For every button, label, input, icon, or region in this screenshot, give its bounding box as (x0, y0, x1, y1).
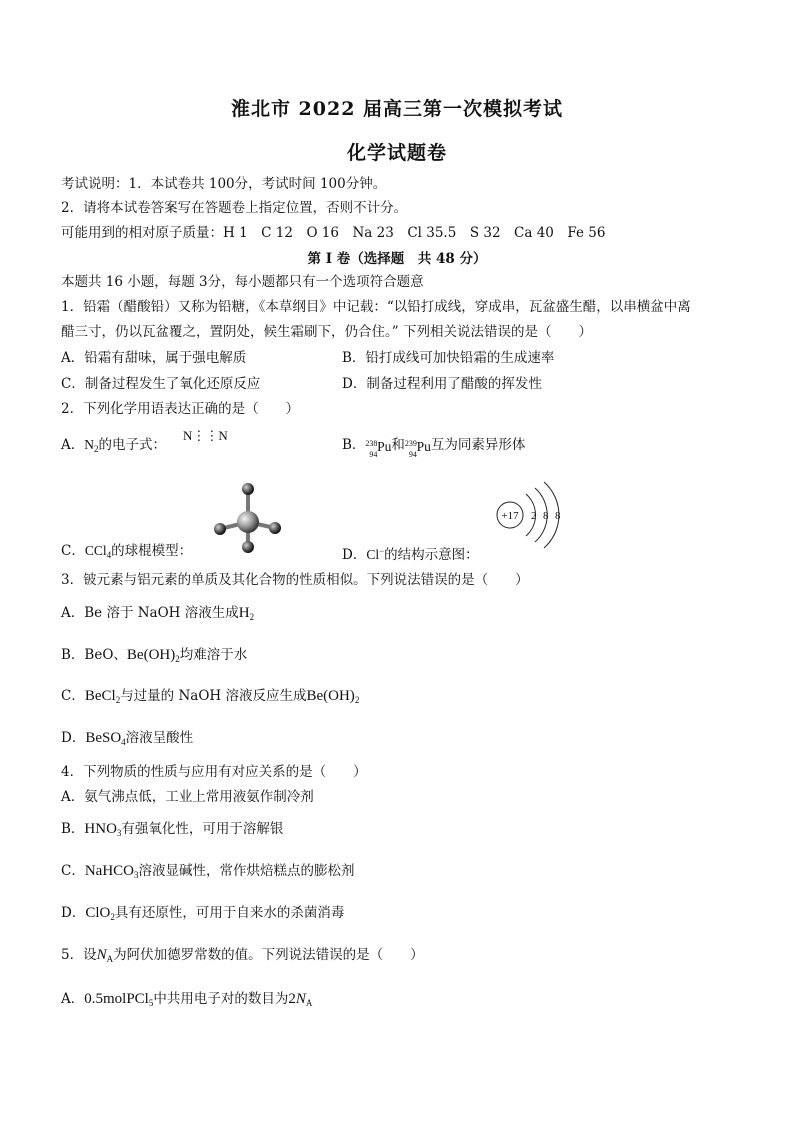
q2-option-a (61, 436, 166, 458)
q3-option-d (61, 729, 193, 751)
instruction-line-1: 考试说明：1．本试卷共 100分，考试时间 100分钟。 (61, 176, 387, 192)
q2-a-subscript: 2 (94, 444, 99, 454)
q3-d-text: 溶液呈酸性 (125, 730, 194, 746)
q2-option-d (342, 542, 479, 564)
ccl4-ball-and-stick-model (203, 480, 293, 556)
q3-c-label: C． (61, 688, 85, 704)
q5-option-a (61, 990, 312, 1012)
q2-stem: 2．下列化学用语表达正确的是（ ） (61, 401, 300, 417)
q2-c-formula: CCl (84, 543, 107, 558)
q1-option-c: C．制备过程发生了氧化还原反应 (61, 376, 261, 392)
q3-d-subscript: 4 (121, 737, 126, 747)
q2-b-and: 和 (391, 437, 405, 453)
q2-option-c (61, 542, 192, 564)
q1-option-b: B．铅打成线可加快铅霜的生成速率 (342, 350, 555, 366)
q4-d-label: D． (61, 905, 86, 921)
q5-a-avogadro-symbol: N (295, 991, 306, 1007)
q5-a-text: 中共用电子对的数目为 (153, 991, 289, 1007)
q4-option-c (61, 862, 355, 884)
section-note: 本题共 16 小题，每题 3分，每小题都只有一个选项符合题意 (61, 274, 424, 290)
q4-c-text: 溶液显碱性，常作烘焙糕点的膨松剂 (138, 863, 355, 879)
q5-avogadro-symbol: N (96, 947, 107, 963)
q5-avogadro-subscript: A (106, 954, 114, 964)
section-title: 第 I 卷（选择题 共 48 分） (307, 251, 487, 267)
q4-d-text: 具有还原性，可用于自来水的杀菌消毒 (114, 905, 345, 921)
instruction-line-3: 可能用到的相对原子质量：H 1 C 12 O 16 Na 23 Cl 35.5 S 32 Ca 40 Fe 56 (61, 225, 606, 241)
q3-option-b (61, 646, 247, 668)
pu-238-symbol: Pu (377, 438, 392, 454)
q4-d-formula: ClO (85, 905, 111, 921)
q3-c-subscript-2: 2 (354, 695, 360, 705)
pu-239-isotope (404, 437, 431, 459)
pu-239-symbol: Pu (416, 438, 431, 454)
instruction-line-2: 2．请将本试卷答案写在答题卷上指定位置，否则不计分。 (61, 200, 408, 216)
q2-d-superscript: − (379, 546, 385, 556)
pu-239-mass: 239 (404, 438, 417, 448)
q5-a-avogadro-subscript: A (305, 998, 313, 1008)
q3-c-formula-1: BeCl (84, 688, 116, 704)
q2-d-formula: Cl (366, 547, 380, 562)
q4-b-label: B． (61, 821, 85, 837)
q4-c-label: C． (61, 863, 85, 879)
nucleus-charge: +17 (501, 510, 519, 522)
q3-b-subscript: 2 (175, 654, 180, 664)
n2-electron-formula: N⋮⋮N (183, 428, 228, 443)
q2-a-label: A． (61, 437, 85, 453)
q3-a-formula: H (238, 605, 250, 621)
q1-option-d: D．制备过程利用了醋酸的挥发性 (342, 376, 542, 392)
q5-a-formula: 0.5molPCl (84, 991, 149, 1007)
q2-b-text: 互为同素异形体 (430, 437, 526, 453)
q5-a-label: A． (61, 991, 85, 1007)
q2-d-label: D． (342, 547, 367, 563)
q3-option-a (61, 604, 254, 626)
q2-d-text: 的结构示意图： (384, 547, 479, 563)
q3-b-text: B．BeO、 (61, 647, 127, 663)
q3-stem: 3．铍元素与铝元素的单质及其化合物的性质相似。下列说法错误的是（ ） (61, 572, 529, 588)
q4-option-d (61, 904, 344, 926)
q4-d-subscript: 2 (110, 912, 115, 922)
q2-a-formula: N (84, 437, 94, 452)
electron-shell-3: 8 (555, 510, 561, 522)
q3-b-formula: Be(OH) (126, 647, 176, 663)
electron-shell-2: 8 (543, 510, 549, 522)
q5-a-subscript: 5 (148, 998, 154, 1008)
q4-option-a: A．氨气沸点低，工业上常用液氨作制冷剂 (61, 789, 314, 805)
q5-stem (61, 946, 424, 968)
q3-d-label: D． (61, 730, 86, 746)
q3-a-text: A．Be 溶于 NaOH 溶液生成 (61, 605, 239, 621)
q1-option-a: A．铅霜有甜味，属于强电解质 (61, 350, 247, 366)
exam-title: 淮北市 2022 届高三第一次模拟考试 (230, 98, 564, 120)
q5-stem-pre: 5．设 (61, 947, 97, 963)
q2-b-label: B． (342, 437, 366, 453)
q4-b-subscript: 3 (116, 828, 122, 838)
pu-238-isotope (365, 437, 392, 459)
q5-a-value: 2 (288, 991, 296, 1007)
q2-c-text: 的球棍模型： (111, 543, 193, 559)
q4-b-text: 有强氧化性，可用于溶解银 (121, 821, 284, 837)
chloride-ion-structure-diagram (492, 478, 572, 554)
q3-a-subscript: 2 (249, 612, 255, 622)
q1-stem-line-2: 醋三寸，仍以瓦盆覆之，置阴处，候生霜刷下，仍合住。” 下列相关说法错误的是（ ） (61, 324, 592, 340)
q4-c-formula: NaHCO (84, 863, 135, 879)
q4-b-formula: HNO (84, 821, 117, 837)
q1-stem-line-1: 1．铅霜（醋酸铅）又称为铅糖，《本草纲目》中记载：“以铅打成线，穿成串，瓦盆盛生醋，以串横盆中离 (61, 299, 691, 315)
q3-c-mid: 与过量的 NaOH 溶液反应生成 (120, 688, 307, 704)
pu-239-number: 94 (408, 449, 417, 459)
q4-option-b (61, 820, 283, 842)
q2-c-label: C． (61, 543, 85, 559)
electron-shell-1: 2 (531, 510, 537, 522)
exam-subtitle: 化学试题卷 (346, 142, 447, 164)
q3-b-tail: 均难溶于水 (179, 647, 248, 663)
pu-238-number: 94 (369, 449, 378, 459)
q3-option-c (61, 687, 359, 709)
q3-c-formula-2: Be(OH) (306, 688, 355, 704)
q4-stem: 4．下列物质的性质与应用有对应关系的是（ ） (61, 764, 367, 780)
pu-238-mass: 238 (365, 438, 378, 448)
q2-c-subscript: 4 (106, 550, 112, 560)
q2-option-b (342, 436, 526, 459)
q3-d-formula: BeSO (85, 730, 122, 746)
q2-a-text: 的电子式： (98, 437, 166, 453)
q3-c-subscript-1: 2 (115, 695, 121, 705)
q5-stem-text: 为阿伏加德罗常数的值。下列说法错误的是（ ） (113, 947, 424, 963)
q4-c-subscript: 3 (134, 870, 139, 880)
